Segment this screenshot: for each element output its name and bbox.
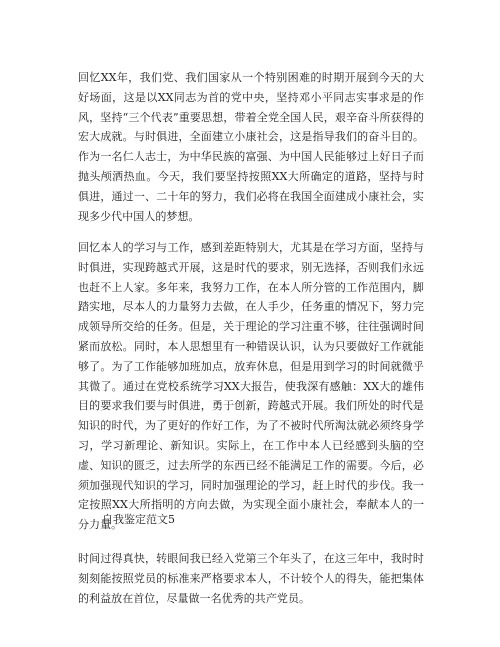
section-heading: 自我鉴定范文5 [102,513,175,526]
paragraph-3: 时间过得真快，转眼间我已经入党第三个年头了，在这三年中，我时时刻刻能按照党员的标准来严格要求本人，不计较个人的得失，能把集体的利益放在首位，尽量做一名优秀的共产党员。 [78,552,424,605]
paragraph-1: 回忆XX年，我们党、我们国家从一个特别困难的时期开展到今天的大好场面，这是以XX同志为首的党中央，坚持邓小平同志实事求是的作风，坚持“三个代表”重要思想，带着全党全国人民，艰辛奋斗所获得的宏大成就。与时俱进，全面建立小康社会，这是指导我们的奋斗目的。作为一名仁人志士，为中华民族的富强、为中国人民能够过上好日子而抛头颅洒热血。今天，我们要坚持按照XX大所确定的道路，坚持与时俱进，通过一、二十年的努力，我们必将在我国全面建成小康社会，实现多少代中国人的梦想。 [78,71,424,223]
paragraph-2: 回忆本人的学习与工作，感到差距特别大，尤其是在学习方面，坚持与时俱进，实现跨越式开展，这是时代的要求，别无选择，否则我们永远也赶不上人家。多年来，我努力工作，在本人所分管的工作范围内，脚踏实地，尽本人的力量努力去做，在人手少，任务重的情况下，努力完成领导所交给的任务。但是，关于理论的学习注重不够，往往强调时间紧而放松。同时，本人思想里有一种错误认识，认为只要做好工作就能够了。为了工作能够加班加点，放弃休息，但是用到学习的时间就微乎其微了。通过在党校系统学习XX大报告，使我深有感触：XX大的雄伟目的要求我们要与时俱进，勇于创新，跨越式开展。我们所处的时代是知识的时代，为了更好的作好工作，为了不被时代所淘汰就必须终身学习，学习新理论、新知识。实际上，在工作中本人已经感到头脑的空虚、知识的匮乏，过去所学的东西已经不能满足工作的需要。今后，必须加强现代知识的学习，同时加强理论的学习，赶上时代的步伐。我一定按照XX大所指明的方向去做，为实现全面小康社会，奉献本人的一分力量。 [78,241,424,532]
